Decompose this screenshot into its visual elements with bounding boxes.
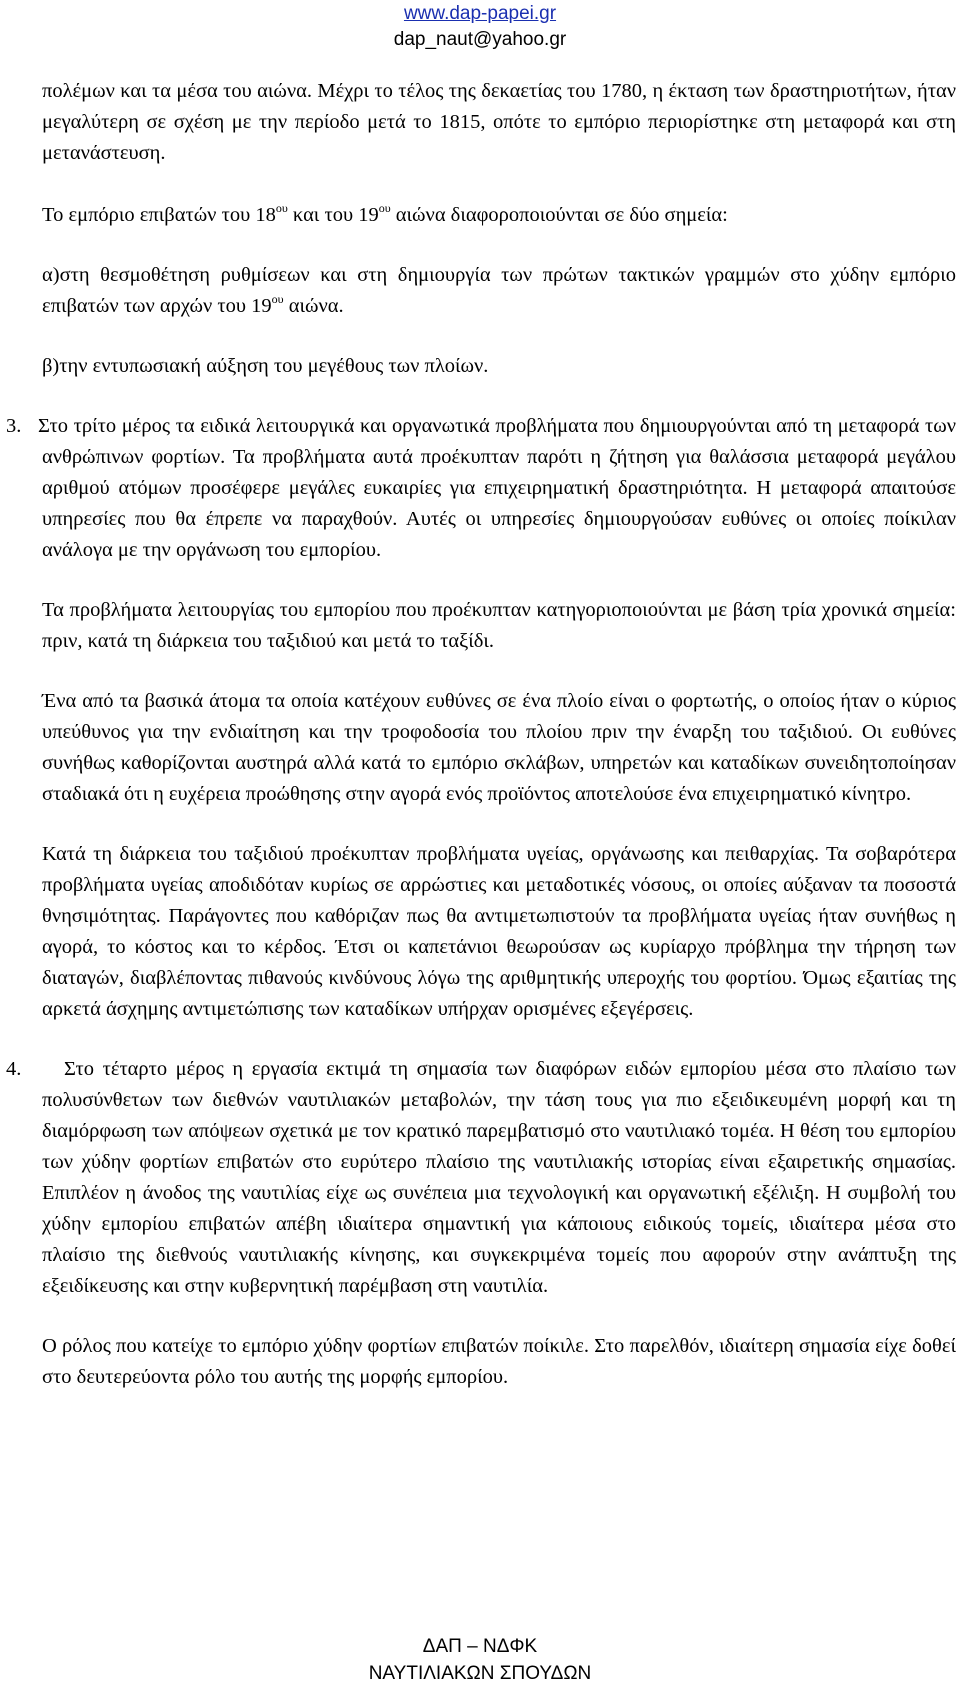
item-3-text: Στο τρίτο μέρος τα ειδικά λειτουργικά και οργανωτικά προβλήματα που δημιουργούνται από τη μεταφορά των ανθρώπινων φορτίων. Τα προβλήματα αυτά προέκυπταν παρότι η ζήτηση για θαλάσσια μεταφορά μεγάλου αριθμού ατόμων προσέφερε μεγάλες ευκαιρίες για επιχειρηματική δραστηριότητα. Η μεταφορά απαιτούσε υπηρεσίες που θα έπρεπε να παραχθούν. Αυτές οι υπηρεσίες δημιουργούσαν ευθύνες οι οποίες ποίκιλαν ανάλογα με την οργάνωση του εμπορίου. xyxy=(38,415,956,561)
numbered-item-3 xyxy=(6,411,956,566)
paragraph-bulk-trade-role: Ο ρόλος που κατείχε το εμπόριο χύδην φορτίων επιβατών ποίκιλε. Στο παρελθόν, ιδιαίτερη σημασία είχε δοθεί στο δευτερεύοντα ρόλο του αυτής της μορφής εμπορίου. xyxy=(42,1335,956,1388)
p2-superscript-1: ου xyxy=(275,201,288,215)
p2-text-a: Το εμπόριο επιβατών του 18 xyxy=(42,204,276,226)
p2-text-c: αιώνα διαφοροποιούνται σε δύο σημεία: xyxy=(390,204,728,226)
paragraph-problems-timing: Τα προβλήματα λειτουργίας του εμπορίου που προέκυπταν κατηγοριοποιούνται με βάση τρία χρονικά σημεία: πριν, κατά τη διάρκεια του ταξιδιού και μετά το ταξίδι. xyxy=(42,599,956,652)
page-header xyxy=(0,0,960,53)
document-body xyxy=(6,76,956,1393)
item-3-number: 3. xyxy=(6,415,22,437)
email-address: dap_naut@yahoo.gr xyxy=(393,29,567,50)
page-footer xyxy=(0,1633,960,1687)
numbered-item-4 xyxy=(6,1054,956,1302)
item-4-number: 4. xyxy=(6,1058,22,1080)
footer-line-2: ΝΑΥΤΙΛΙΑΚΩΝ ΣΠΟΥΔΩΝ xyxy=(368,1663,592,1684)
paragraph-voyage-problems: Κατά τη διάρκεια του ταξιδιού προέκυπταν προβλήματα υγείας, οργάνωσης και πειθαρχίας. Τα σοβαρότερα προβλήματα υγείας αποδιδόταν κυρίως σε αρρώστιες και μεταδοτικές νόσους, οι οποίες αύξαναν τα ποσοστά θνησιμότητας. Παράγοντες που καθόριζαν πως θα αντιμετωπιστούν τα προβλήματα υγείας ήταν συνήθως η αγορά, το κόστος και το κέρδος. Έτσι οι καπετάνιοι θεωρούσαν ως κυρίαρχο πρόβλημα την τήρηση των διαταγών, διαβλέποντας πιθανούς κινδύνους λόγω της αριθμητικής υπεροχής του φορτίου. Όμως εξαιτίας της αρκετά άσχημης αντιμετώπισης των καταδίκων υπήρχαν ορισμένες εξεγέρσεις. xyxy=(42,843,956,1020)
paragraph-point-b: β)την εντυπωσιακή αύξηση του μεγέθους των πλοίων. xyxy=(42,355,489,377)
paragraph-point-a xyxy=(42,260,956,322)
p2-superscript-2: ου xyxy=(378,201,391,215)
site-link[interactable]: www.dap-papei.gr xyxy=(403,3,557,24)
p3-text-a: α)στη θεσμοθέτηση ρυθμίσεων και στη δημιουργία των πρώτων τακτικών γραμμών στο χύδην εμπόριο επιβατών των αρχών του 19 xyxy=(42,264,956,317)
footer-line-1: ΔΑΠ – ΝΔΦΚ xyxy=(422,1636,538,1657)
item-4-text: Στο τέταρτο μέρος η εργασία εκτιμά τη σημασία των διαφόρων ειδών εμπορίου μέσα στο πλαίσιο των πολυσύνθετων των διεθνών ναυτιλιακών μεταβολών, την τάση τους για πιο εξειδικευμένη μορφή και τη διαμόρφωση των απόψεων σχετικά με τον κρατικό παρεμβατισμό στο ναυτιλιακό τομέα. Η θέση του εμπορίου των χύδην φορτίων επιβατών στο ευρύτερο πλαίσιο της ναυτιλιακής ιστορίας είναι εξαιρετικής σημασίας. Επιπλέον η άνοδος της ναυτιλίας είχε ως συνέπεια μια τεχνολογική και οργανωτική εξέλιξη. Η συμβολή του χύδην εμπορίου επιβατών απέβη ιδιαίτερα σημαντική για κάποιους ειδικούς τομείς, ιδιαίτερα μέσα στο πλαίσιο της διεθνούς ναυτιλιακής κίνησης, και συγκεκριμένα τομείς που αφορούν στην ανάπτυξη της εξειδίκευσης και στην κυβερνητική παρέμβαση στη ναυτιλία. xyxy=(42,1058,956,1297)
paragraph-loader-role: Ένα από τα βασικά άτομα τα οποία κατέχουν ευθύνες σε ένα πλοίο είναι ο φορτωτής, ο οποίος ήταν ο κύριος υπεύθυνος για την ενδιαίτηση και την τροφοδοσία του πλοίου πριν την έναρξη του ταξιδιού. Οι ευθύνες συνήθως καθορίζονται αυστηρά αλλά κατά το εμπόριο σκλάβων, υπηρετών και καταδίκων συνειδητοποίησαν σταδιακά ότι η ευχέρεια προώθησης στην αγορά ενός προϊόντος αποτελούσε ένα επιχειρηματικό κίνητρο. xyxy=(42,690,956,805)
p3-text-b: αιώνα. xyxy=(283,295,344,317)
paragraph-continuation: πολέμων και τα μέσα του αιώνα. Μέχρι το τέλος της δεκαετίας του 1780, η έκταση των δραστηριοτήτων, ήταν μεγαλύτερη σε σχέση με την περίοδο μετά το 1815, οπότε το εμπόριο περιορίστηκε στη μεταφορά και στη μετανάστευση. xyxy=(42,80,956,164)
paragraph-passenger-trade xyxy=(42,200,956,231)
p2-text-b: και του 19 xyxy=(287,204,379,226)
p3-superscript: ου xyxy=(271,292,284,306)
